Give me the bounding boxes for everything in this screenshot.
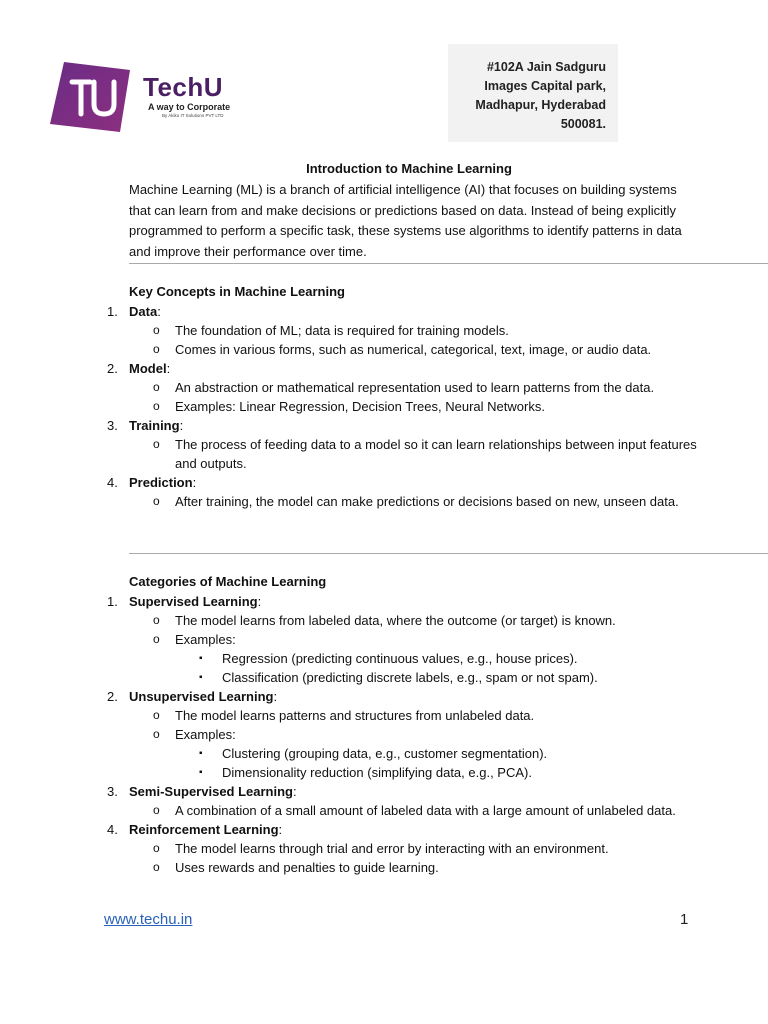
list-number: 1. [107,304,118,319]
sub-sub-item: ▪ Classification (predicting discrete labels, e.g., spam or not spam). [199,670,598,685]
sub-item: o After training, the model can make predictions or decisions based on new, unseen data. [153,494,679,509]
circle-bullet-icon: o [153,632,160,646]
circle-bullet-icon: o [153,494,160,508]
brand-tagline-small: By Akiko IT Solutions PVT LTD [162,113,224,118]
circle-bullet-icon: o [153,380,160,394]
item-title: Unsupervised Learning [129,689,274,704]
sub-item: o Comes in various forms, such as numerical, categorical, text, image, or audio data. [153,342,652,357]
circle-bullet-icon: o [153,437,160,451]
circle-bullet-icon: o [153,399,160,413]
sub-item: o A combination of a small amount of labeled data with a large amount of unlabeled data. [153,803,676,818]
list-item: 1. Supervised Learning: [107,594,262,609]
circle-bullet-icon: o [153,613,160,627]
sub-item: o An abstraction or mathematical representation used to learn patterns from the data. [153,380,655,395]
circle-bullet-icon: o [153,727,160,741]
list-item: 3. Semi-Supervised Learning: [107,784,297,799]
techu-logo [50,60,250,136]
square-bullet-icon: ▪ [199,672,203,683]
sub-item: o The model learns from labeled data, where the outcome (or target) is known. [153,613,616,628]
list-item: 4. Reinforcement Learning: [107,822,283,837]
list-item: 2. Unsupervised Learning: [107,689,278,704]
brand-name: TechU [143,72,224,102]
item-title: Data [129,304,158,319]
divider [129,553,768,554]
sub-item: o Examples: [153,727,236,742]
item-title: Model [129,361,167,376]
intro-section [129,160,689,262]
sub-item: o The model learns patterns and structures from unlabeled data. [153,708,535,723]
list-number: 2. [107,689,118,704]
address-line: 500081. [560,117,606,131]
circle-bullet-icon: o [153,803,160,817]
document-title: Introduction to Machine Learning [306,161,512,176]
address-line: Images Capital park, [484,79,606,93]
list-number: 4. [107,822,118,837]
categories-section [107,572,699,877]
key-concepts-section [107,282,699,511]
list-item: 4. Prediction: [107,475,197,490]
sub-item: o The model learns through trial and error by interacting with an environment. [153,841,609,856]
list-number: 3. [107,784,118,799]
sub-item: o Examples: Linear Regression, Decision Trees, Neural Networks. [153,399,545,414]
list-number: 2. [107,361,118,376]
item-title: Reinforcement Learning [129,822,279,837]
sub-item: o The process of feeding data to a model so it can learn relationships between input features and outputs. [153,437,697,471]
square-bullet-icon: ▪ [199,748,203,759]
circle-bullet-icon: o [153,841,160,855]
address-line: #102A Jain Sadguru [486,60,606,74]
sub-sub-item: ▪ Clustering (grouping data, e.g., customer segmentation). [199,746,548,761]
square-bullet-icon: ▪ [199,767,203,778]
list-number: 3. [107,418,118,433]
intro-paragraph: Machine Learning (ML) is a branch of artificial intelligence (AI) that focuses on building systems that can learn from and make decisions or predictions based on data. Instead of being explicitly programmed to perform a specific task, these systems use algorithms to identify patterns in data and improve their performance over time. [129,182,682,259]
sub-sub-item: ▪ Dimensionality reduction (simplifying data, e.g., PCA). [199,765,532,780]
footer-website-link[interactable]: www.techu.in [104,911,193,928]
circle-bullet-icon: o [153,708,160,722]
circle-bullet-icon: o [153,342,160,356]
square-bullet-icon: ▪ [199,653,203,664]
brand-tagline: A way to Corporate [148,102,231,112]
item-title: Training [129,418,180,433]
circle-bullet-icon: o [153,323,160,337]
item-title: Supervised Learning [129,594,258,609]
list-item: 1. Data: [107,304,161,319]
techu-logo-mark [50,62,130,132]
list-item: 3. Training: [107,418,184,433]
sub-item: o Examples: [153,632,236,647]
circle-bullet-icon: o [153,860,160,874]
page-number: 1 [680,911,689,928]
sub-item: o The foundation of ML; data is required for training models. [153,323,509,338]
list-item: 2. Model: [107,361,171,376]
sub-sub-item: ▪ Regression (predicting continuous values, e.g., house prices). [199,651,578,666]
divider [129,263,768,264]
list-number: 4. [107,475,118,490]
sub-item: o Uses rewards and penalties to guide learning. [153,860,439,875]
item-title: Prediction [129,475,193,490]
section-heading: Categories of Machine Learning [129,574,327,589]
section-heading: Key Concepts in Machine Learning [129,284,345,299]
address-block [448,44,618,142]
address-line: Madhapur, Hyderabad [475,98,606,112]
list-number: 1. [107,594,118,609]
item-title: Semi-Supervised Learning [129,784,293,799]
